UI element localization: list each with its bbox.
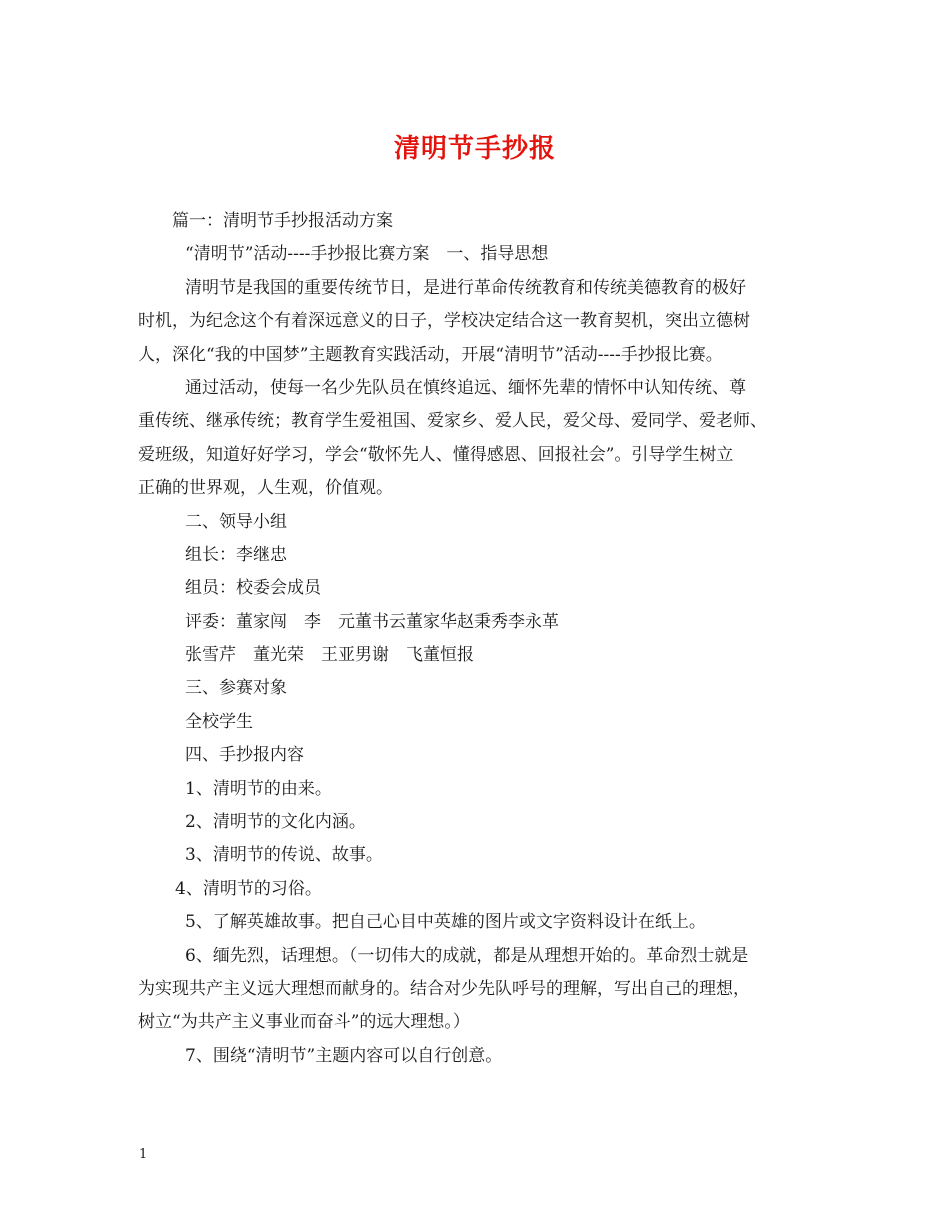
document-title: 清明节手抄报	[393, 134, 556, 164]
list-item: 组员：校委会成员	[185, 578, 321, 599]
section-heading: 篇一：清明节手抄报活动方案	[172, 211, 393, 231]
section-heading: 三、参赛对象	[185, 678, 287, 699]
list-item: 组长：李继忠	[185, 544, 287, 565]
document-body	[138, 205, 828, 1073]
section-heading: 二、领导小组	[185, 511, 287, 532]
subtitle-line: “清明节”活动----手抄报比赛方案 一、指导思想	[185, 244, 549, 265]
paragraph-line: 重传统、继承传统；教育学生爱祖国、爱家乡、爱人民，爱父母、爱同学、爱老师、	[138, 411, 767, 432]
list-item: 张雪芹 董光荣 王亚男谢 飞董恒报	[185, 645, 474, 666]
paragraph-line: 人，深化“我的中国梦”主题教育实践活动，开展“清明节”活动----手抄报比赛。	[138, 344, 723, 365]
list-item: 1、清明节的由来。	[185, 778, 332, 799]
list-item: 全校学生	[185, 711, 253, 732]
list-item: 5、了解英雄故事。把自己心目中英雄的图片或文字资料设计在纸上。	[185, 912, 706, 933]
list-item: 4、清明节的习俗。	[175, 878, 322, 899]
paragraph-line: 通过活动，使每一名少先队员在慎终追远、缅怀先辈的情怀中认知传统、尊	[185, 377, 746, 398]
list-item: 7、围绕“清明节”主题内容可以自行创意。	[185, 1045, 503, 1066]
paragraph-line: 爱班级，知道好好学习，学会“敬怀先人、懂得感恩、回报社会”。引导学生树立	[138, 444, 734, 465]
paragraph-line: 为实现共产主义远大理想而献身的。结合对少先队呼号的理解，写出自己的理想，	[138, 978, 750, 999]
paragraph-line: 正确的世界观，人生观，价值观。	[138, 478, 393, 499]
section-heading: 四、手抄报内容	[185, 745, 304, 766]
paragraph-line: 时机，为纪念这个有着深远意义的日子，学校决定结合这一教育契机，突出立德树	[138, 311, 750, 332]
list-item: 评委：董家闯 李 元董书云董家华赵秉秀李永革	[185, 611, 559, 632]
paragraph-line: 清明节是我国的重要传统节日，是进行革命传统教育和传统美德教育的极好	[185, 277, 746, 298]
page-number: 1	[139, 1147, 148, 1162]
list-item: 6、缅先烈，话理想。（一切伟大的成就，都是从理想开始的。革命烈士就是	[185, 945, 749, 966]
list-item: 3、清明节的传说、故事。	[185, 845, 383, 866]
list-item: 2、清明节的文化内涵。	[185, 812, 366, 833]
paragraph-line: 树立“为共产主义事业而奋斗”的远大理想。）	[138, 1012, 470, 1033]
